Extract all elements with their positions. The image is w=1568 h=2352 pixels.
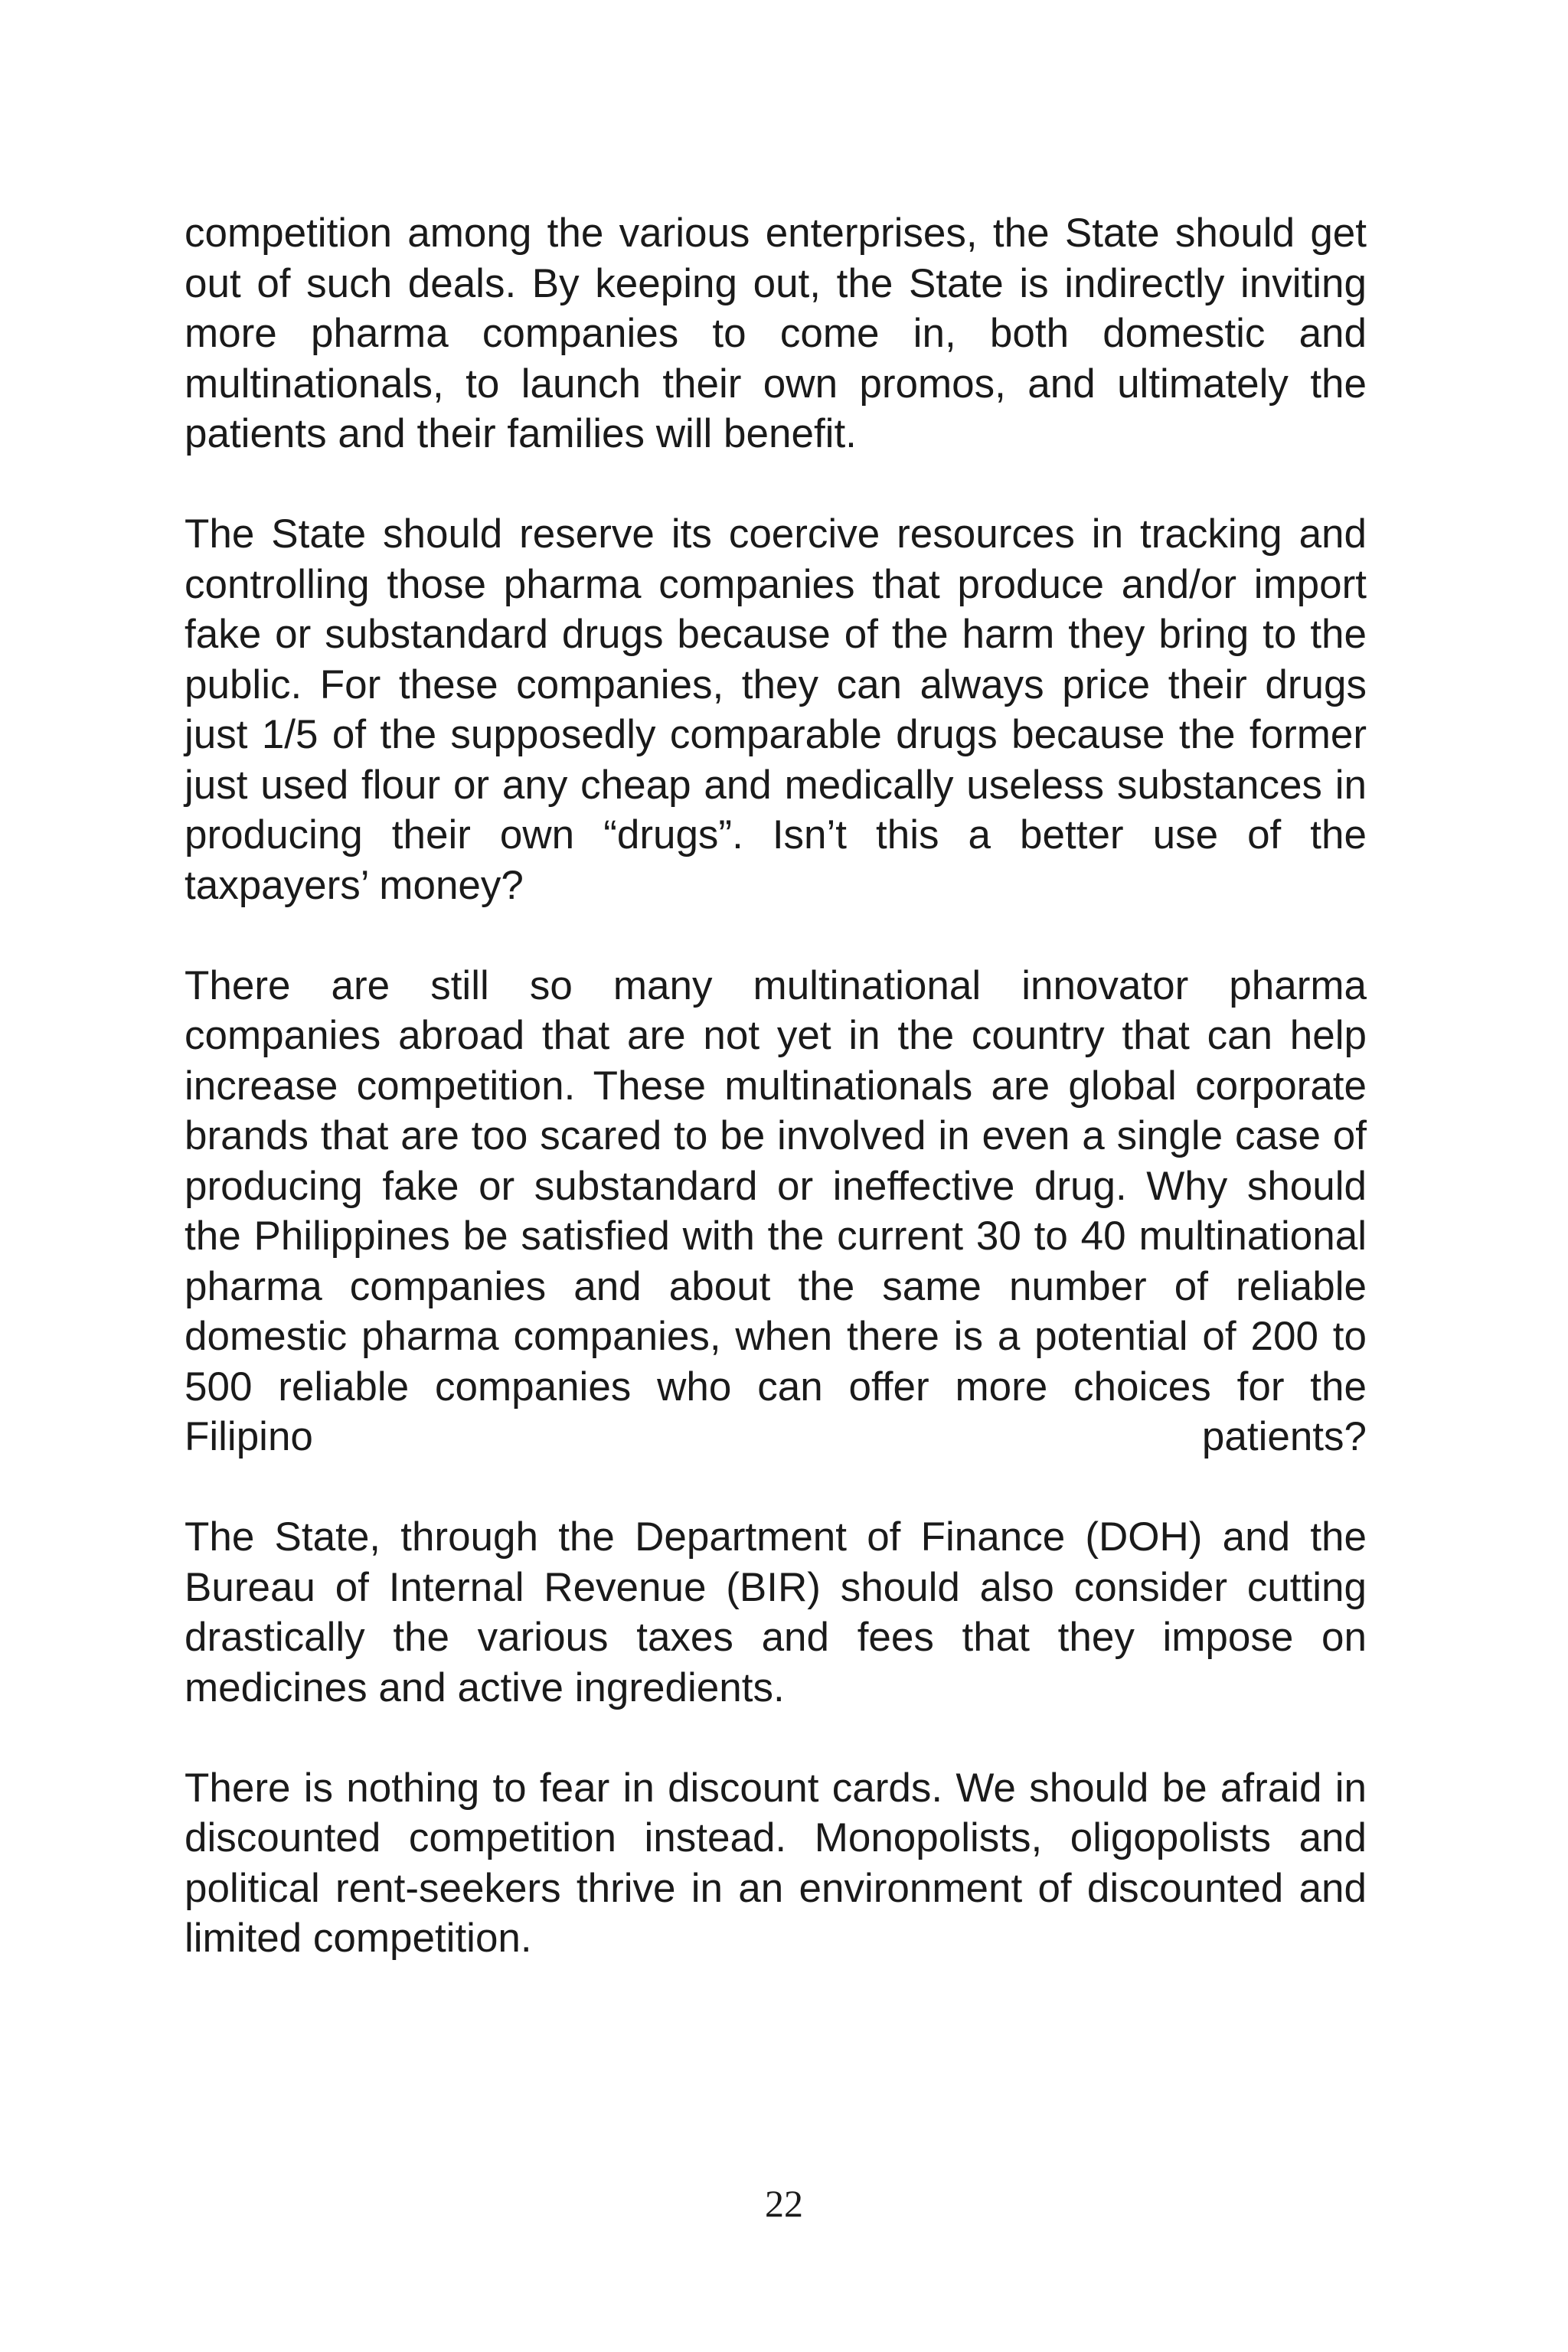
paragraph-competition: competition among the various enterprises, the State should get out of such deals. By keeping out, the State is indirectly inviting more pharma companies to come in, both domestic and multinationals, to launch their own promos, and ultimately the patients and their families will benefit. <box>185 211 1367 456</box>
paragraph-discount-cards: There is nothing to fear in discount cards. We should be afraid in discounted competition instead. Monopolists, oligopolists and political rent-seekers thrive in an environment of discounted and limited competition. <box>185 1765 1367 1961</box>
body-text <box>185 208 1367 2014</box>
paragraph-coercive-resources: The State should reserve its coercive resources in tracking and controlling those pharma companies that produce and/or import fake or substandard drugs because of the harm they bring to the public. For these companies, they can always price their drugs just 1/5 of the supposedly comparable drugs because the former just used flour or any cheap and medically useless substances in producing their own “drugs”. Isn’t this a better use of the taxpayers’ money? <box>185 511 1367 908</box>
page-number: 22 <box>765 2182 803 2225</box>
paragraph-multinationals: There are still so many multinational innovator pharma companies abroad that are not yet in the country that can help increase competition. These multinationals are global corporate brands that are too scared to be involved in even a single case of producing fake or substandard or ineffective drug. Why should the Philippines be satisfied with the current 30 to 40 multinational pharma companies and about the same number of reliable domestic pharma companies, when there is a potential of 200 to 500 reliable companies who can offer more choices for the Filipino patients? <box>185 962 1367 1459</box>
paragraph-taxes: The State, through the Department of Finance (DOH) and the Bureau of Internal Revenue (BIR) should also consider cutting drastically the various taxes and fees that they impose on medicines and active ingredients. <box>185 1514 1367 1710</box>
